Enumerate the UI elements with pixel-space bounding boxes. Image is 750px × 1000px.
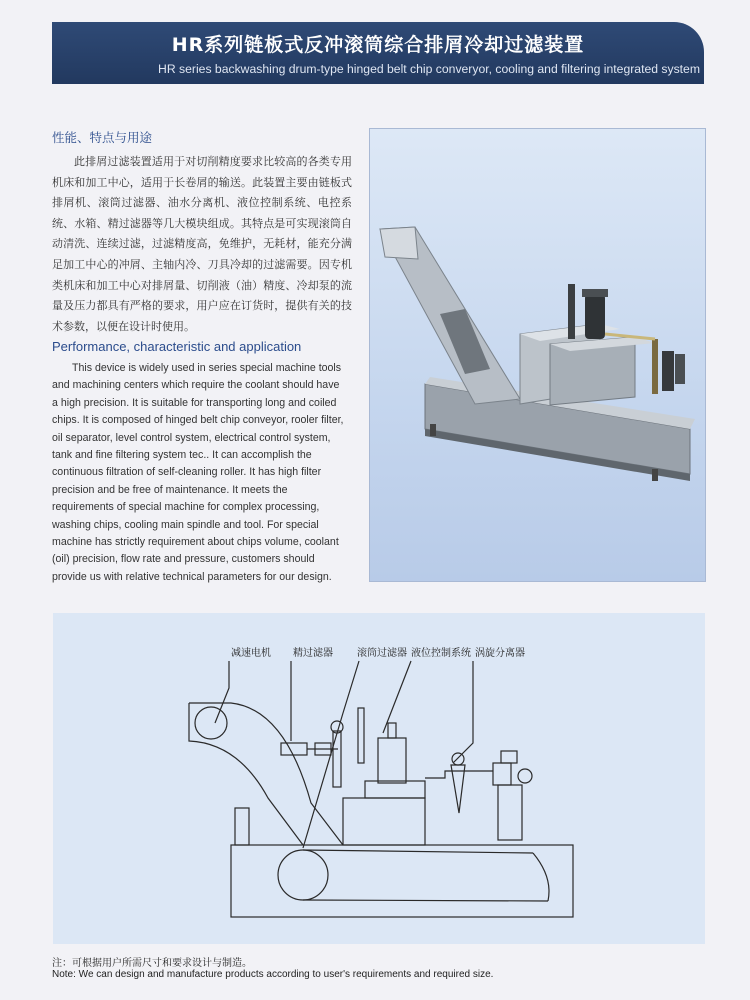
section-heading-en: Performance, characteristic and application [52,339,302,354]
page-subtitle: HR series backwashing drum-type hinged belt chip converyor, cooling and filtering integrated system [158,62,700,76]
section-heading-cn: 性能、特点与用途 [52,130,153,145]
label-reducer-motor: 减速电机 [231,648,271,659]
note-en: Note: We can design and manufacture products according to user's requirements and required size. [52,969,494,980]
label-level-control: 液位控制系统 [411,648,471,659]
label-drum-filter: 滚筒过滤器 [357,648,407,659]
label-cyclone-separator: 涡旋分离器 [475,648,525,659]
schematic-drawing [53,613,705,944]
section-body-cn: 此排屑过滤装置适用于对切削精度要求比较高的各类专用机床和加工中心，适用于长卷屑的输送。此装置主要由链板式排屑机、滚筒过滤器、油水分离机、液位控制系统、电控系统、水箱、精过滤器等几大模块组成。其特点是可实现滚筒自动清洗、连续过滤，过滤精度高，免维护，无耗材，能充分满足加工中心的冲屑、主轴内冷、刀具冷却的过滤需要。因专机类机床和加工中心对排屑量、切削液（油）精度、冷却泵的流量及压力都具有严格的要求，用户应在订货时，提供有关的技术参数，以便在设计时使用。 [52,155,352,333]
header-banner [52,22,704,84]
page-title: HR系列链板式反冲滚筒综合排屑冷却过滤装置 [171,34,585,56]
section-body-en: This device is widely used in series special machine tools and machining centers which require the coolant should have a high precision. It is suitable for transporting long and coiled chips. It is composed of hinged belt chip conveyor, rooler filter, oil separator, level control system, electrical control system, tank and fine filtering system tec.. It can accomplish the continuous filtration of self-cleaning roller. It has high filter precision and be free of maintenance. It meets the requirements of special machine for complex processing, washing chips, cooling main spindle and tool. For special machine has strictly requirement about chips volume, coolant (oil) precision, flow rate and pressure, customers should provide us with relative technical parameters for our design. [52,362,344,583]
schematic-diagram [53,613,705,944]
note-cn: 注：可根据用户所需尺寸和要求设计与制造。 [52,958,252,969]
product-photo-illustration [370,129,705,581]
product-photo [369,128,706,582]
label-fine-filter: 精过滤器 [293,648,333,659]
